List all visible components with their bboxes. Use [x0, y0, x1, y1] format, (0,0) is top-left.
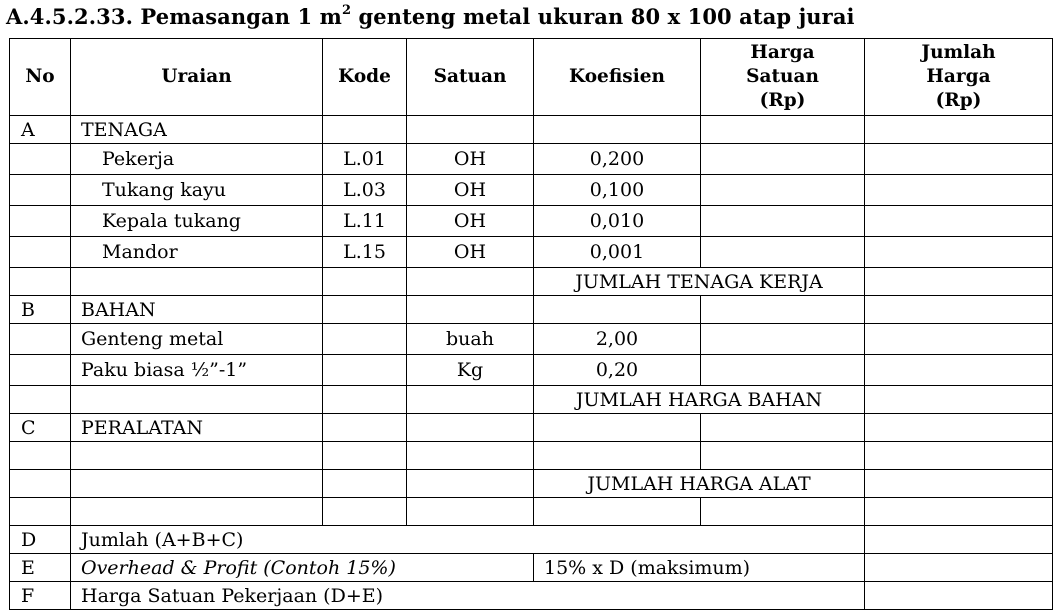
uraian-cell: Kepala tukang: [71, 206, 323, 237]
empty-cell: [865, 268, 1053, 296]
empty-cell: [10, 144, 71, 175]
empty-cell: [534, 414, 701, 442]
section-a-no: A: [10, 116, 71, 144]
header-harga-satuan-line3: (Rp): [759, 90, 806, 111]
analysis-table: [9, 38, 1053, 610]
section-b-no: B: [10, 296, 71, 324]
table-row: [10, 175, 1053, 206]
header-no: No: [10, 39, 71, 116]
header-uraian: Uraian: [71, 39, 323, 116]
koefisien-cell: 2,00: [534, 324, 701, 355]
header-kode: Kode: [323, 39, 407, 116]
satuan-cell: buah: [407, 324, 534, 355]
table-row: [10, 206, 1053, 237]
section-a-total-row: [10, 268, 1053, 296]
empty-cell: [323, 296, 407, 324]
uraian-cell: Paku biasa ½”-1”: [71, 355, 323, 386]
empty-cell: [534, 498, 701, 526]
section-b-total-label: JUMLAH HARGA BAHAN: [534, 386, 865, 414]
satuan-cell: Kg: [407, 355, 534, 386]
empty-cell: [865, 526, 1053, 554]
empty-cell: [407, 268, 534, 296]
empty-cell: [701, 144, 865, 175]
summary-d-row: [10, 526, 1053, 554]
summary-f-row: [10, 582, 1053, 610]
empty-cell: [407, 442, 534, 470]
kode-cell: [323, 355, 407, 386]
empty-cell: [407, 296, 534, 324]
satuan-cell: OH: [407, 144, 534, 175]
empty-cell: [865, 442, 1053, 470]
koefisien-cell: 0,200: [534, 144, 701, 175]
section-b-header-row: [10, 296, 1053, 324]
empty-cell: [10, 175, 71, 206]
table-row: [10, 324, 1053, 355]
header-jumlah-harga-line2: Harga: [926, 66, 991, 87]
koefisien-cell: 0,20: [534, 355, 701, 386]
empty-cell: [701, 175, 865, 206]
header-koefisien: Koefisien: [534, 39, 701, 116]
empty-cell: [865, 386, 1053, 414]
section-c-header-row: [10, 414, 1053, 442]
title-prefix: A.4.5.2.33. Pemasangan 1 m: [6, 4, 342, 29]
empty-cell: [701, 442, 865, 470]
empty-cell: [10, 206, 71, 237]
koefisien-cell: 0,010: [534, 206, 701, 237]
uraian-cell: Pekerja: [71, 144, 323, 175]
title-superscript: 2: [341, 3, 352, 18]
summary-d-label: Jumlah (A+B+C): [71, 526, 865, 554]
summary-e-label: Overhead & Profit (Contoh 15%): [71, 554, 534, 582]
header-harga-satuan: [701, 39, 865, 116]
table-row: [10, 237, 1053, 268]
empty-cell: [323, 442, 407, 470]
empty-cell: [534, 296, 701, 324]
empty-cell: [71, 386, 323, 414]
empty-cell: [71, 470, 323, 498]
empty-cell: [407, 414, 534, 442]
empty-cell: [10, 324, 71, 355]
empty-cell: [407, 470, 534, 498]
kode-cell: L.11: [323, 206, 407, 237]
table-row: [10, 442, 1053, 470]
section-c-no: C: [10, 414, 71, 442]
header-jumlah-harga: [865, 39, 1053, 116]
header-jumlah-harga-line3: (Rp): [935, 90, 982, 111]
summary-f-no: F: [10, 582, 71, 610]
empty-cell: [865, 144, 1053, 175]
empty-cell: [865, 175, 1053, 206]
header-jumlah-harga-line1: Jumlah: [921, 42, 996, 63]
empty-cell: [865, 498, 1053, 526]
kode-cell: L.15: [323, 237, 407, 268]
empty-cell: [701, 414, 865, 442]
empty-cell: [10, 386, 71, 414]
empty-cell: [865, 296, 1053, 324]
empty-cell: [865, 582, 1053, 610]
uraian-cell: Genteng metal: [71, 324, 323, 355]
summary-f-label: Harga Satuan Pekerjaan (D+E): [71, 582, 865, 610]
empty-cell: [323, 414, 407, 442]
empty-cell: [701, 498, 865, 526]
empty-cell: [865, 554, 1053, 582]
summary-e-formula: 15% x D (maksimum): [534, 554, 865, 582]
empty-cell: [10, 498, 71, 526]
empty-cell: [865, 355, 1053, 386]
satuan-cell: OH: [407, 237, 534, 268]
koefisien-cell: 0,100: [534, 175, 701, 206]
empty-cell: [71, 498, 323, 526]
kode-cell: [323, 324, 407, 355]
section-a-total-label: JUMLAH TENAGA KERJA: [534, 268, 865, 296]
empty-cell: [407, 116, 534, 144]
empty-cell: [323, 498, 407, 526]
section-a-header-row: [10, 116, 1053, 144]
summary-e-no: E: [10, 554, 71, 582]
table-row: [10, 498, 1053, 526]
empty-cell: [534, 116, 701, 144]
page-title: [6, 2, 855, 32]
empty-cell: [10, 268, 71, 296]
header-satuan: Satuan: [407, 39, 534, 116]
section-b-total-row: [10, 386, 1053, 414]
empty-cell: [701, 237, 865, 268]
uraian-cell: Tukang kayu: [71, 175, 323, 206]
empty-cell: [323, 470, 407, 498]
satuan-cell: OH: [407, 175, 534, 206]
section-c-label: PERALATAN: [71, 414, 323, 442]
empty-cell: [865, 470, 1053, 498]
empty-cell: [10, 355, 71, 386]
header-harga-satuan-line2: Satuan: [746, 66, 819, 87]
empty-cell: [534, 442, 701, 470]
table-row: [10, 144, 1053, 175]
empty-cell: [10, 442, 71, 470]
empty-cell: [865, 414, 1053, 442]
empty-cell: [10, 237, 71, 268]
empty-cell: [865, 206, 1053, 237]
summary-e-row: [10, 554, 1053, 582]
empty-cell: [865, 116, 1053, 144]
empty-cell: [701, 116, 865, 144]
empty-cell: [407, 498, 534, 526]
table-row: [10, 355, 1053, 386]
title-suffix: genteng metal ukuran 80 x 100 atap jurai: [351, 4, 855, 29]
empty-cell: [865, 237, 1053, 268]
section-b-label: BAHAN: [71, 296, 323, 324]
empty-cell: [10, 470, 71, 498]
empty-cell: [701, 355, 865, 386]
header-row: [10, 39, 1053, 116]
empty-cell: [701, 296, 865, 324]
empty-cell: [701, 206, 865, 237]
empty-cell: [407, 386, 534, 414]
empty-cell: [323, 116, 407, 144]
empty-cell: [71, 442, 323, 470]
empty-cell: [71, 268, 323, 296]
summary-d-no: D: [10, 526, 71, 554]
koefisien-cell: 0,001: [534, 237, 701, 268]
empty-cell: [865, 324, 1053, 355]
empty-cell: [701, 324, 865, 355]
empty-cell: [323, 268, 407, 296]
kode-cell: L.03: [323, 175, 407, 206]
kode-cell: L.01: [323, 144, 407, 175]
section-c-total-label: JUMLAH HARGA ALAT: [534, 470, 865, 498]
uraian-cell: Mandor: [71, 237, 323, 268]
empty-cell: [323, 386, 407, 414]
section-a-label: TENAGA: [71, 116, 323, 144]
satuan-cell: OH: [407, 206, 534, 237]
section-c-total-row: [10, 470, 1053, 498]
header-harga-satuan-line1: Harga: [750, 42, 815, 63]
